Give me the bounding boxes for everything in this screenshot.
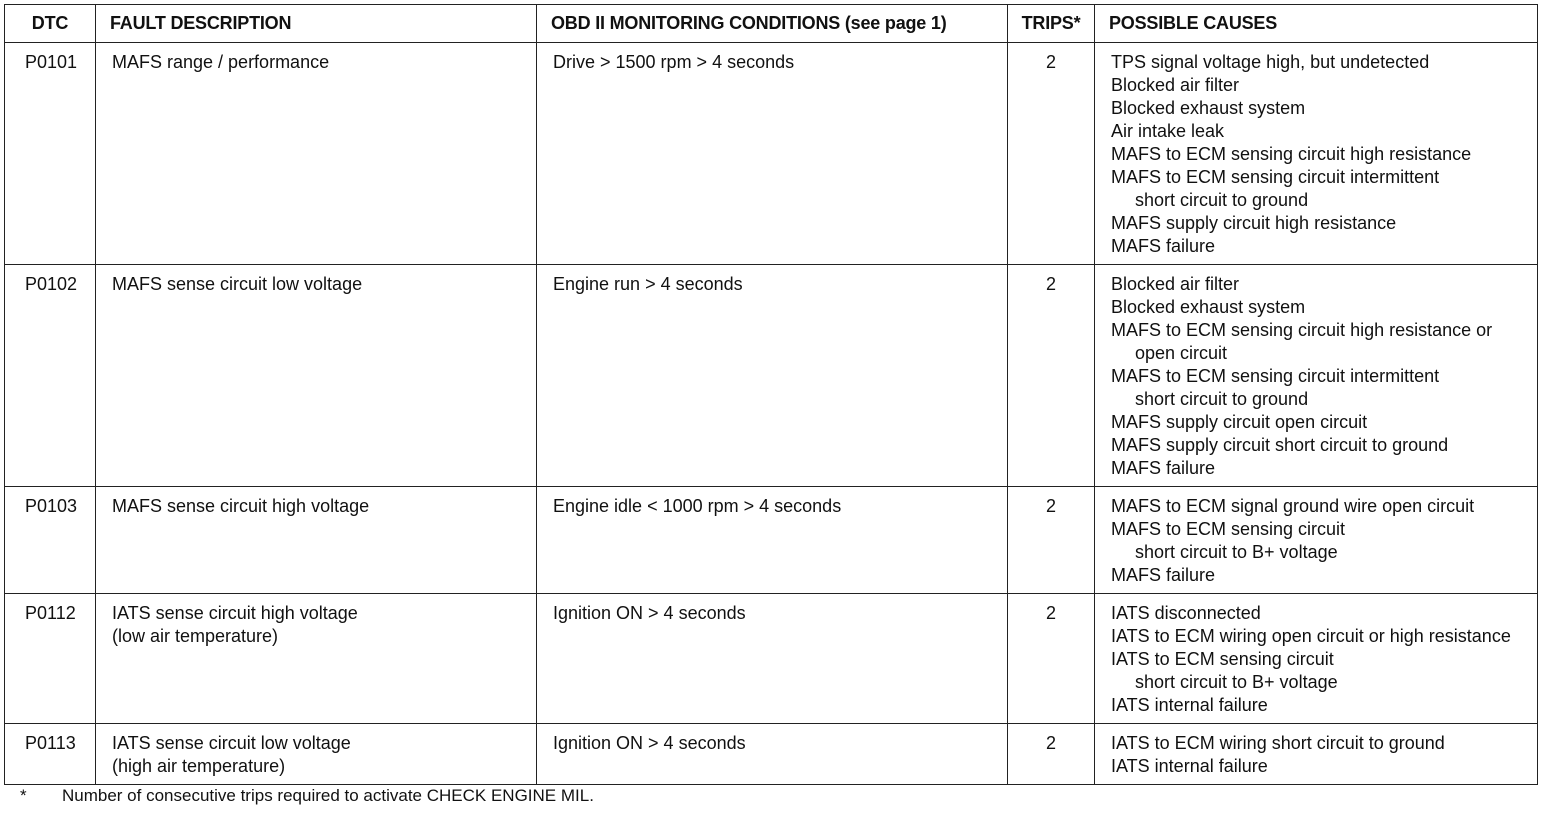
fault-description-line: MAFS sense circuit low voltage (112, 274, 363, 294)
table-body (5, 43, 1538, 785)
dtc-code: P0112 (25, 603, 76, 623)
possible-cause (1111, 273, 1531, 296)
fault-description-cell (96, 43, 537, 265)
possible-causes-cell (1095, 487, 1538, 594)
trips-count: 2 (1045, 274, 1056, 294)
trips-count: 2 (1045, 52, 1056, 72)
fault-description-line: MAFS sense circuit high voltage (112, 496, 370, 516)
possible-cause-text: MAFS failure (1111, 458, 1216, 478)
possible-cause-continuation: short circuit to B+ voltage (1135, 542, 1338, 562)
fault-description-cell (96, 594, 537, 724)
monitoring-condition: Engine idle < 1000 rpm > 4 seconds (553, 496, 842, 516)
trips-cell (1008, 594, 1095, 724)
monitoring-condition: Ignition ON > 4 seconds (553, 603, 746, 623)
monitoring-conditions-cell (537, 594, 1008, 724)
possible-cause-text: MAFS to ECM sensing circuit high resistance or (1111, 320, 1493, 340)
possible-cause-text: MAFS to ECM sensing circuit high resistance (1111, 144, 1472, 164)
possible-cause (1111, 495, 1531, 518)
trips-count: 2 (1045, 496, 1056, 516)
dtc-cell (5, 487, 96, 594)
possible-cause-continuation: short circuit to B+ voltage (1135, 672, 1338, 692)
table-row (5, 265, 1538, 487)
fault-description-line: IATS sense circuit low voltage (112, 733, 351, 753)
possible-cause-text: Blocked exhaust system (1111, 297, 1306, 317)
dtc-code: P0102 (25, 274, 78, 294)
monitoring-condition: Ignition ON > 4 seconds (553, 733, 746, 753)
dtc-cell (5, 43, 96, 265)
footnote (20, 786, 594, 806)
possible-cause-text: MAFS failure (1111, 565, 1216, 585)
header-trips: TRIPS* (1008, 5, 1095, 43)
possible-cause-text: IATS internal failure (1111, 695, 1268, 715)
trips-count: 2 (1045, 733, 1056, 753)
possible-cause (1111, 411, 1531, 434)
possible-cause-text: Blocked air filter (1111, 75, 1240, 95)
possible-cause (1111, 97, 1531, 120)
possible-cause (1111, 51, 1531, 74)
possible-cause (1111, 564, 1531, 587)
monitoring-conditions-cell (537, 487, 1008, 594)
dtc-document (4, 4, 1537, 785)
possible-cause-text: MAFS to ECM sensing circuit (1111, 519, 1346, 539)
table-row (5, 724, 1538, 785)
possible-cause-text: IATS to ECM wiring open circuit or high resistance (1111, 626, 1511, 646)
header-fault-description: FAULT DESCRIPTION (96, 5, 537, 43)
footnote-text: Number of consecutive trips required to activate CHECK ENGINE MIL. (62, 786, 594, 805)
possible-cause (1111, 694, 1531, 717)
trips-count: 2 (1045, 603, 1056, 623)
possible-cause-text: IATS disconnected (1111, 603, 1261, 623)
possible-cause-text: MAFS to ECM signal ground wire open circuit (1111, 496, 1475, 516)
possible-cause-text: MAFS supply circuit short circuit to ground (1111, 435, 1449, 455)
dtc-code: P0103 (25, 496, 78, 516)
possible-cause (1111, 518, 1531, 564)
possible-cause (1111, 755, 1531, 778)
header-dtc: DTC (5, 5, 96, 43)
possible-cause (1111, 602, 1531, 625)
possible-cause (1111, 143, 1531, 166)
possible-cause (1111, 732, 1531, 755)
monitoring-condition: Engine run > 4 seconds (553, 274, 743, 294)
fault-description-cell (96, 265, 537, 487)
possible-cause (1111, 625, 1531, 648)
trips-cell (1008, 43, 1095, 265)
possible-cause-text: IATS to ECM sensing circuit (1111, 649, 1334, 669)
possible-cause-text: MAFS failure (1111, 236, 1216, 256)
possible-cause-text: Blocked exhaust system (1111, 98, 1306, 118)
header-possible-causes: POSSIBLE CAUSES (1095, 5, 1538, 43)
possible-causes-cell (1095, 265, 1538, 487)
trips-cell (1008, 724, 1095, 785)
possible-cause (1111, 74, 1531, 97)
possible-cause (1111, 457, 1531, 480)
possible-cause (1111, 365, 1531, 411)
footnote-mark: * (20, 786, 27, 805)
table-row (5, 487, 1538, 594)
header-row (5, 5, 1538, 43)
possible-causes-cell (1095, 724, 1538, 785)
possible-cause (1111, 319, 1531, 365)
possible-cause (1111, 235, 1531, 258)
possible-cause-text: MAFS supply circuit high resistance (1111, 213, 1397, 233)
table-row (5, 43, 1538, 265)
dtc-cell (5, 265, 96, 487)
possible-cause-continuation: short circuit to ground (1135, 190, 1309, 210)
possible-causes-cell (1095, 594, 1538, 724)
trips-cell (1008, 265, 1095, 487)
fault-description-line: IATS sense circuit high voltage (112, 603, 358, 623)
possible-cause (1111, 296, 1531, 319)
possible-cause-text: MAFS supply circuit open circuit (1111, 412, 1368, 432)
fault-description-line: (high air temperature) (112, 756, 286, 776)
possible-cause (1111, 166, 1531, 212)
dtc-code: P0113 (25, 733, 76, 753)
possible-cause-text: Blocked air filter (1111, 274, 1240, 294)
header-monitoring-conditions: OBD II MONITORING CONDITIONS (see page 1) (537, 5, 1008, 43)
possible-cause-text: TPS signal voltage high, but undetected (1111, 52, 1430, 72)
possible-cause (1111, 434, 1531, 457)
possible-cause-text: MAFS to ECM sensing circuit intermittent (1111, 366, 1440, 386)
dtc-table (4, 4, 1538, 785)
possible-cause-continuation: open circuit (1135, 343, 1228, 363)
possible-cause (1111, 648, 1531, 694)
possible-cause-text: Air intake leak (1111, 121, 1225, 141)
fault-description-cell (96, 487, 537, 594)
possible-causes-cell (1095, 43, 1538, 265)
monitoring-conditions-cell (537, 43, 1008, 265)
fault-description-line: MAFS range / performance (112, 52, 330, 72)
dtc-cell (5, 594, 96, 724)
table-row (5, 594, 1538, 724)
monitoring-condition: Drive > 1500 rpm > 4 seconds (553, 52, 795, 72)
possible-cause (1111, 212, 1531, 235)
monitoring-conditions-cell (537, 724, 1008, 785)
possible-cause-text: MAFS to ECM sensing circuit intermittent (1111, 167, 1440, 187)
dtc-code: P0101 (25, 52, 78, 72)
dtc-cell (5, 724, 96, 785)
possible-cause (1111, 120, 1531, 143)
fault-description-cell (96, 724, 537, 785)
monitoring-conditions-cell (537, 265, 1008, 487)
possible-cause-text: IATS to ECM wiring short circuit to ground (1111, 733, 1445, 753)
possible-cause-continuation: short circuit to ground (1135, 389, 1309, 409)
trips-cell (1008, 487, 1095, 594)
fault-description-line: (low air temperature) (112, 626, 279, 646)
possible-cause-text: IATS internal failure (1111, 756, 1268, 776)
